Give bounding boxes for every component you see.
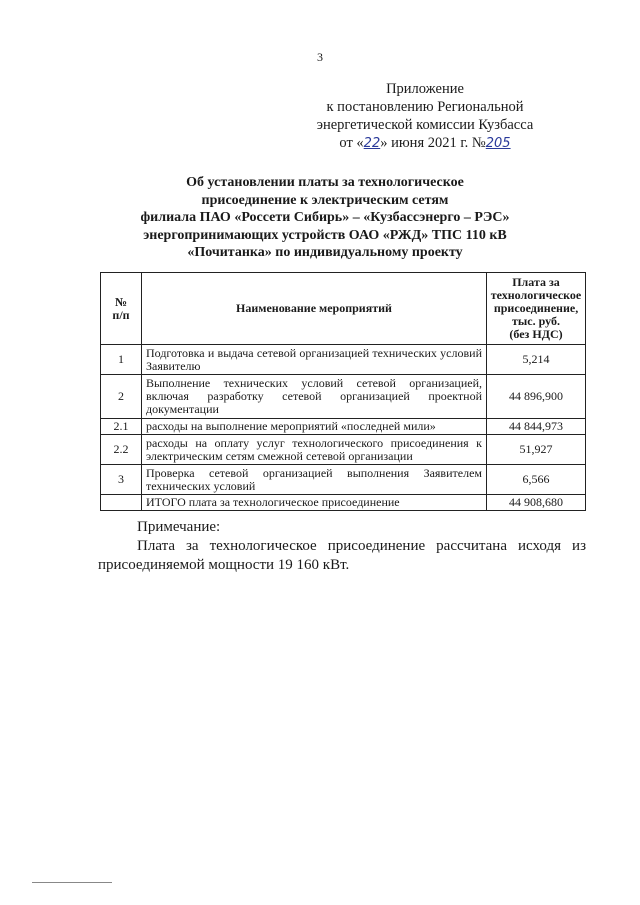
title-line: энергопринимающих устройств ОАО «РЖД» ТПС 110 кВ bbox=[143, 227, 507, 243]
appendix-header bbox=[300, 80, 550, 153]
title-line: Об установлении платы за технологическое bbox=[186, 175, 464, 190]
page-number: 3 bbox=[317, 50, 323, 64]
row-num: 2.1 bbox=[101, 419, 142, 435]
handwritten-day: 22 bbox=[363, 136, 381, 151]
row-num bbox=[101, 495, 142, 511]
row-num: 3 bbox=[101, 465, 142, 495]
row-name: расходы на выполнение мероприятий «последней мили» bbox=[142, 419, 487, 435]
table-row bbox=[101, 419, 586, 435]
handwritten-number: 205 bbox=[485, 136, 511, 151]
row-name: Подготовка и выдача сетевой организацией технических условий Заявителю bbox=[142, 345, 487, 375]
total-label: ИТОГО плата за технологическое присоединение bbox=[142, 495, 487, 511]
table-total-row bbox=[101, 495, 586, 511]
header-num: № п/п bbox=[101, 273, 142, 345]
row-num: 2.2 bbox=[101, 435, 142, 465]
date-prefix: от « bbox=[339, 135, 364, 151]
row-fee: 6,566 bbox=[487, 465, 586, 495]
title-line: филиала ПАО «Россети Сибирь» – «Кузбассэнерго – РЭС» bbox=[140, 210, 510, 225]
header-fee: Плата за технологическое присоединение, тыс. руб. (без НДС) bbox=[487, 273, 586, 345]
row-fee: 44 896,900 bbox=[487, 375, 586, 419]
fee-table bbox=[100, 272, 586, 511]
table-header-row bbox=[101, 273, 586, 345]
row-fee: 51,927 bbox=[487, 435, 586, 465]
row-name: Выполнение технических условий сетевой организацией, включая разработку сетевой организацией проектной документации bbox=[142, 375, 487, 419]
header-name: Наименование мероприятий bbox=[142, 273, 487, 345]
date-middle: » июня 2021 г. № bbox=[380, 135, 486, 151]
table-row bbox=[101, 375, 586, 419]
footer-divider bbox=[32, 882, 112, 883]
row-fee: 5,214 bbox=[487, 345, 586, 375]
appendix-line: к постановлению Региональной bbox=[326, 99, 524, 115]
table-row bbox=[101, 345, 586, 375]
row-name: Проверка сетевой организацией выполнения Заявителем технических условий bbox=[142, 465, 487, 495]
title-line: присоединение к электрическим сетям bbox=[201, 192, 449, 208]
table-row bbox=[101, 465, 586, 495]
title-line: «Почитанка» по индивидуальному проекту bbox=[187, 245, 463, 260]
row-name: расходы на оплату услуг технологического присоединения к электрическим сетям смежной сетевой организации bbox=[142, 435, 487, 465]
total-fee: 44 908,680 bbox=[487, 495, 586, 511]
row-num: 2 bbox=[101, 375, 142, 419]
note-text: Плата за технологическое присоединение рассчитана исходя из присоединяемой мощности 19 160 кВт. bbox=[98, 538, 586, 573]
row-fee: 44 844,973 bbox=[487, 419, 586, 435]
appendix-line: энергетической комиссии Кузбасса bbox=[316, 117, 534, 133]
appendix-date-line bbox=[300, 134, 550, 153]
appendix-line: Приложение bbox=[386, 81, 464, 97]
note-heading: Примечание: bbox=[137, 519, 221, 535]
row-num: 1 bbox=[101, 345, 142, 375]
document-title bbox=[110, 174, 540, 262]
table-row bbox=[101, 435, 586, 465]
